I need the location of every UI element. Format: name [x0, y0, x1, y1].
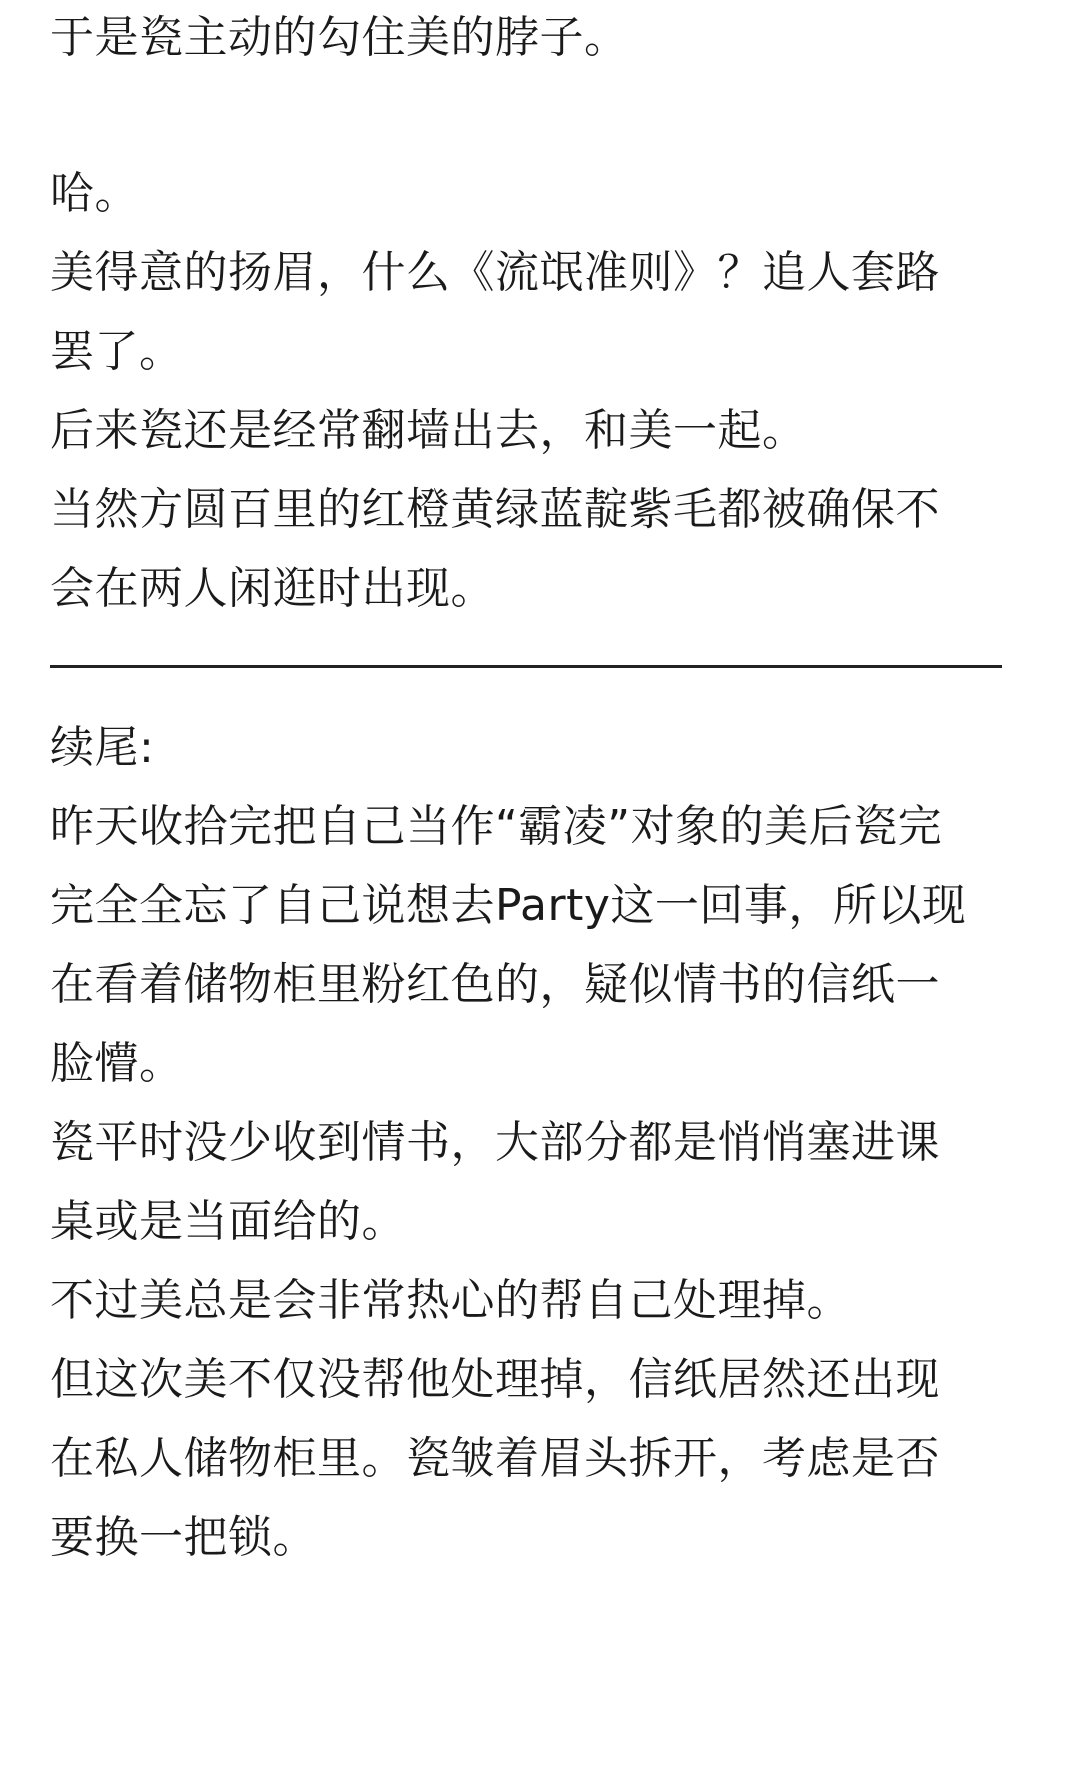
- text-line: 脸懵。: [50, 1038, 184, 1089]
- section-divider: [50, 665, 1002, 668]
- text-line: 昨天收拾完把自己当作“霸凌”对象的美后瓷完: [50, 801, 943, 852]
- text-line: 瓷平时没少收到情书，大部分都是悄悄塞进课: [50, 1117, 940, 1168]
- text-line: 桌或是当面给的。: [50, 1196, 406, 1247]
- text-line: 当然方圆百里的红橙黄绿蓝靛紫毛都被确保不: [50, 484, 940, 535]
- text-line: 哈。: [50, 168, 139, 219]
- text-line: 要换一把锁。: [50, 1512, 317, 1563]
- text-line: 会在两人闲逛时出现。: [50, 563, 495, 614]
- text-line: 完全全忘了自己说想去Party这一回事，所以现: [50, 880, 967, 931]
- text-line: 在私人储物柜里。瓷皱着眉头拆开，考虑是否: [50, 1433, 940, 1484]
- text-line: 不过美总是会非常热心的帮自己处理掉。: [50, 1275, 851, 1326]
- text-line: 后来瓷还是经常翻墙出去，和美一起。: [50, 405, 807, 456]
- text-line: 美得意的扬眉，什么《流氓准则》？追人套路: [50, 247, 940, 298]
- text-line: 于是瓷主动的勾住美的脖子。: [50, 12, 629, 63]
- text-line: 在看着储物柜里粉红色的，疑似情书的信纸一: [50, 959, 940, 1010]
- text-line: 但这次美不仅没帮他处理掉，信纸居然还出现: [50, 1354, 940, 1405]
- text-line: 续尾:: [50, 722, 155, 773]
- text-line: 罢了。: [50, 326, 184, 377]
